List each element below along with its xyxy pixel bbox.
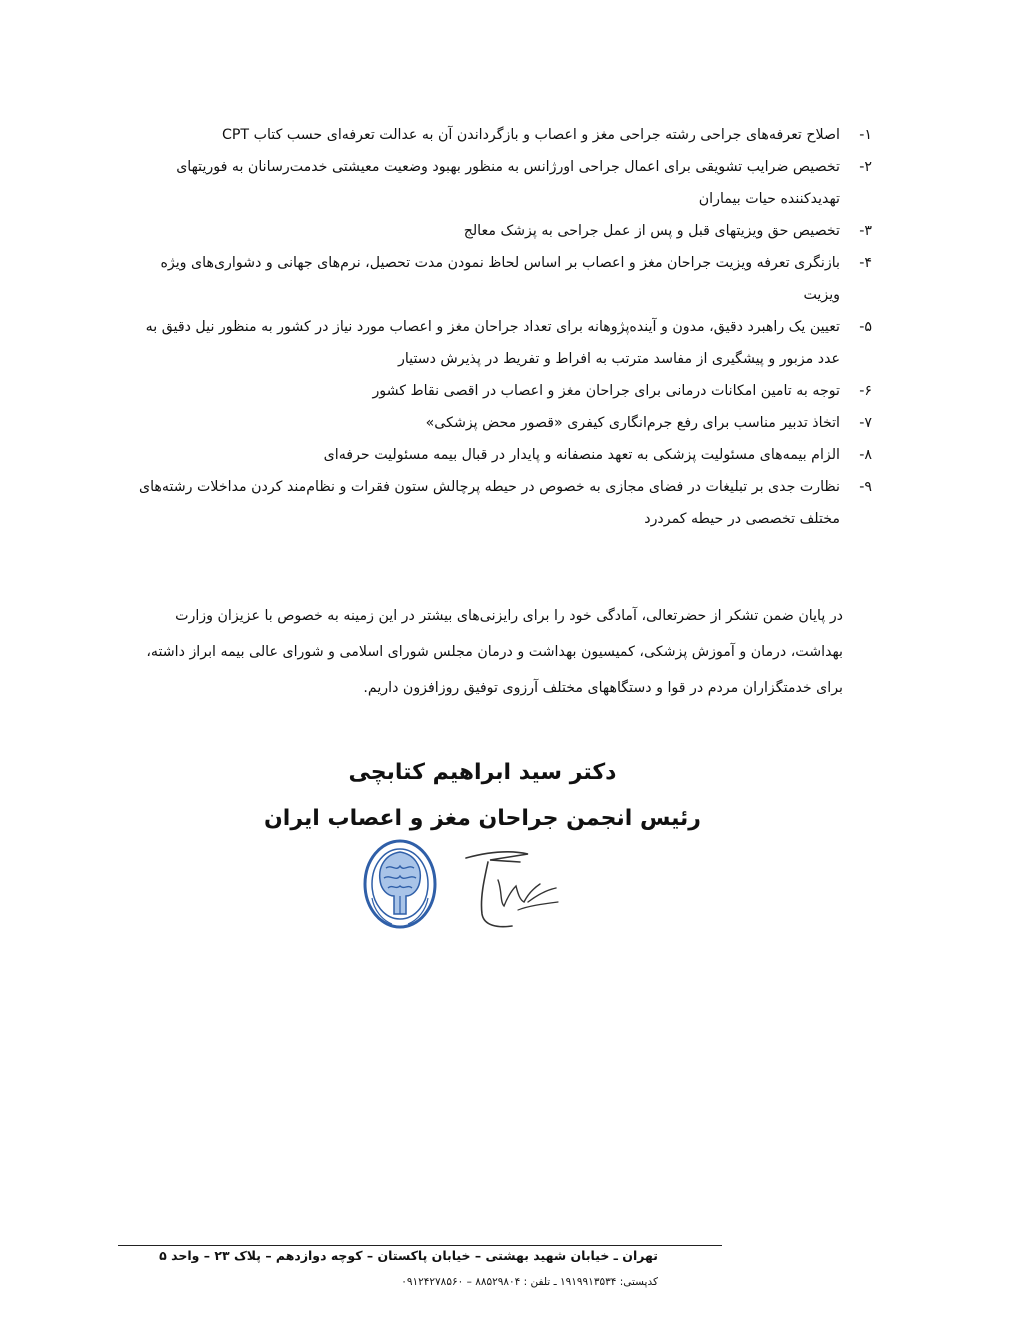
list-item-text: تخصیص حق ویزیتهای قبل و پس از عمل جراحی به پزشک معالج bbox=[463, 223, 840, 239]
footer-contact: کدپستی: ۱۹۱۹۹۱۳۵۳۴ ـ تلفن : ۸۸۵۲۹۸۰۴ – ۰۹۱۲۴۲۷۸۵۶۰ bbox=[401, 1276, 658, 1288]
list-item-text: بازنگری تعرفه ویزیت جراحان مغز و اعصاب بر اساس لحاظ نمودن مدت تحصیل، نرم‌های جهانی و دشواری‌های ویژه ویزیت bbox=[160, 255, 840, 303]
handwritten-signature-icon bbox=[458, 840, 570, 932]
list-item-text: تخصیص ضرایب تشویقی برای اعمال جراحی اورژانس به منظور بهبود وضعیت معیشتی خدمت‌رسانان به فوریتهای تهدیدکننده حیات بیماران bbox=[176, 159, 840, 207]
list-item-text: توجه به تامین امکانات درمانی برای جراحان مغز و اعصاب در اقصی نقاط کشور bbox=[372, 383, 840, 399]
list-item bbox=[120, 119, 872, 151]
list-item-text: اصلاح تعرفه‌های جراحی رشته جراحی مغز و اعصاب و بازگرداندن آن به عدالت تعرفه‌ای حسب کتاب CPT bbox=[221, 127, 840, 143]
list-item bbox=[120, 375, 872, 407]
demands-list bbox=[120, 119, 872, 535]
society-seal-icon bbox=[362, 838, 438, 930]
list-item bbox=[120, 407, 872, 439]
list-item-number: ۷- bbox=[859, 415, 872, 431]
list-item-text: تعیین یک راهبرد دقیق، مدون و آینده‌پژوهانه برای تعداد جراحان مغز و اعصاب مورد نیاز در کشور به منظور نیل دقیق به عدد مزبور و پیشگیری از مفاسد مترتب به افراط و تفریط در پذیرش دستیار bbox=[145, 319, 840, 367]
list-item-number: ۸- bbox=[859, 447, 872, 463]
footer-address: تهران ـ خیابان شهید بهشتی – خیابان پاکستان – کوچه دوازدهم – پلاک ۲۳ – واحد ۵ bbox=[159, 1248, 658, 1263]
list-item-number: ۵- bbox=[859, 319, 872, 335]
signatory-title: رئیس انجمن جراحان مغز و اعصاب ایران bbox=[264, 806, 701, 831]
list-item-number: ۳- bbox=[859, 223, 872, 239]
list-item bbox=[120, 471, 872, 535]
list-item-number: ۱- bbox=[859, 127, 872, 143]
list-item bbox=[120, 311, 872, 375]
list-item-text: الزام بیمه‌های مسئولیت پزشکی به تعهد منصفانه و پایدار در قبال بیمه مسئولیت حرفه‌ای bbox=[323, 447, 840, 463]
list-item-number: ۶- bbox=[859, 383, 872, 399]
signatory-name: دکتر سید ابراهیم کتابچی bbox=[348, 760, 617, 785]
list-item bbox=[120, 439, 872, 471]
footer-divider bbox=[118, 1245, 722, 1246]
list-item bbox=[120, 151, 872, 215]
list-item-number: ۹- bbox=[859, 479, 872, 495]
list-item bbox=[120, 215, 872, 247]
list-item-number: ۴- bbox=[859, 255, 872, 271]
closing-paragraph: در پایان ضمن تشکر از حضرتعالی، آمادگی خود را برای رایزنی‌های بیشتر در این زمینه به خصوص با عزیزان وزارت بهداشت، درمان و آموزش پزشکی، کمیسیون بهداشت و درمان مجلس شورای اسلامی و شورای عالی بیمه ابراز داشته، برای خدمتگزاران مردم در قوا و دستگاههای مختلف آرزوی توفیق روزافزون داریم. bbox=[146, 608, 843, 696]
list-item bbox=[120, 247, 872, 311]
list-item-number: ۲- bbox=[859, 159, 872, 175]
list-item-text: اتخاذ تدبیر مناسب برای رفع جرم‌انگاری کیفری «قصور محض پزشکی» bbox=[425, 415, 840, 431]
list-item-text: نظارت جدی بر تبلیغات در فضای مجازی به خصوص در حیطه پرچالش ستون فقرات و نظام‌مند کردن مداخلات رشته‌های مختلف تخصصی در حیطه کمردرد bbox=[138, 479, 840, 527]
